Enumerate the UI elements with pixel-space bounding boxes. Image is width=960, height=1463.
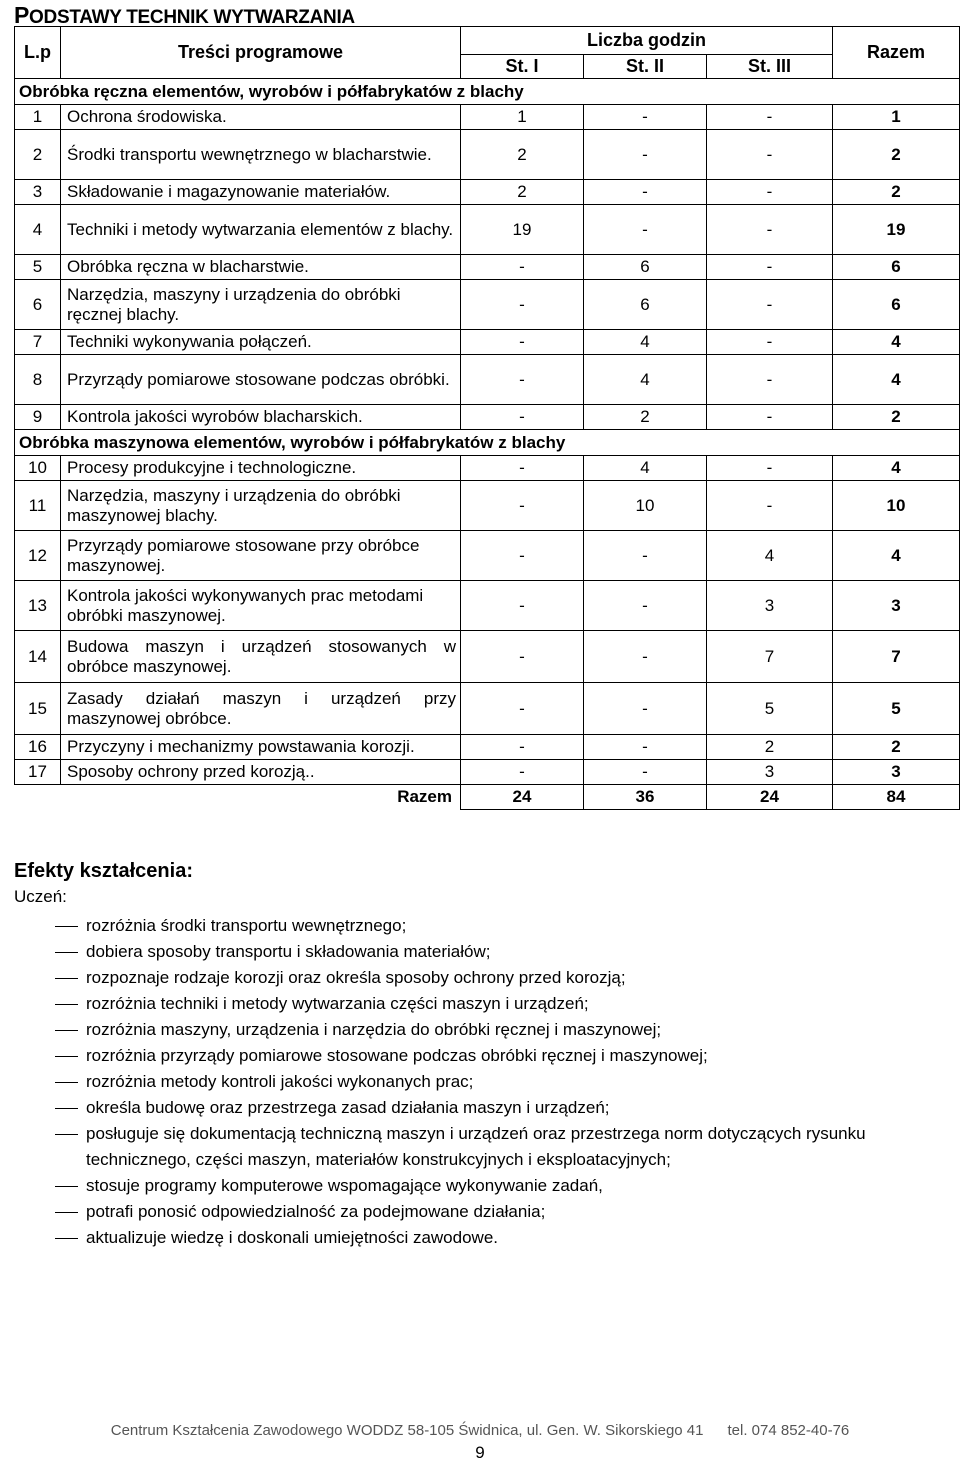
- table-row: [15, 180, 960, 205]
- row-total: 1: [833, 105, 960, 130]
- effect-item: [0, 1069, 960, 1095]
- row-lp: 9: [15, 405, 61, 430]
- row-total: 2: [833, 180, 960, 205]
- row-lp: 8: [15, 355, 61, 405]
- effect-text: stosuje programy komputerowe wspomagające wykonywanie zadań,: [86, 1176, 603, 1195]
- title-initial: P: [14, 2, 30, 28]
- row-st2: -: [584, 180, 707, 205]
- row-st1: -: [461, 481, 584, 531]
- row-st3: 3: [707, 760, 833, 785]
- row-name: Budowa maszyn i urządzeń stosowanych w obróbce maszynowej.: [61, 631, 461, 683]
- page-title: [14, 2, 355, 29]
- row-name: Przyrządy pomiarowe stosowane podczas obróbki.: [61, 355, 461, 405]
- row-total: 2: [833, 735, 960, 760]
- row-lp: 1: [15, 105, 61, 130]
- effect-text: aktualizuje wiedzę i doskonali umiejętności zawodowe.: [86, 1228, 499, 1247]
- header-st3: St. III: [707, 55, 833, 79]
- row-lp: 16: [15, 735, 61, 760]
- table-row: [15, 205, 960, 255]
- row-lp: 11: [15, 481, 61, 531]
- table-row: [15, 760, 960, 785]
- effect-item: [0, 991, 960, 1017]
- table-row: [15, 330, 960, 355]
- effect-text: potrafi ponosić odpowiedzialność za podejmowane działania;: [86, 1202, 546, 1221]
- table-row: [15, 280, 960, 330]
- row-total: 6: [833, 255, 960, 280]
- table-row: [15, 631, 960, 683]
- row-st2: -: [584, 735, 707, 760]
- section-header-reczna: [15, 79, 960, 105]
- table-row: [15, 531, 960, 581]
- effect-text: rozróżnia przyrządy pomiarowe stosowane podczas obróbki ręcznej i maszynowej;: [86, 1046, 708, 1065]
- row-total: 4: [833, 531, 960, 581]
- effect-item: [0, 913, 960, 939]
- row-st1: -: [461, 735, 584, 760]
- dash-bullet-icon: [55, 978, 78, 979]
- section-header-maszynowa: [15, 430, 960, 456]
- row-name: Składowanie i magazynowanie materiałów.: [61, 180, 461, 205]
- effect-text: rozróżnia środki transportu wewnętrznego;: [86, 916, 407, 935]
- row-st1: -: [461, 456, 584, 481]
- row-st3: -: [707, 280, 833, 330]
- row-lp: 14: [15, 631, 61, 683]
- table-row: [15, 405, 960, 430]
- row-st2: -: [584, 130, 707, 180]
- row-st3: -: [707, 180, 833, 205]
- effect-text: posługuje się dokumentacją techniczną maszyn i urządzeń oraz przestrzega norm dotyczących rysunku technicznego, części maszyn, materiałów konstrukcyjnych i eksploatacyjnych;: [86, 1124, 866, 1169]
- row-name: Środki transportu wewnętrznego w blacharstwie.: [61, 130, 461, 180]
- effects-list: [0, 913, 960, 1251]
- effect-text: rozróżnia techniki i metody wytwarzania części maszyn i urządzeń;: [86, 994, 589, 1013]
- dash-bullet-icon: [55, 1056, 78, 1057]
- effect-item: [0, 1017, 960, 1043]
- table-row: [15, 456, 960, 481]
- row-lp: 7: [15, 330, 61, 355]
- row-total: 10: [833, 481, 960, 531]
- row-st3: -: [707, 355, 833, 405]
- effect-item: [0, 1095, 960, 1121]
- row-lp: 2: [15, 130, 61, 180]
- row-st2: -: [584, 205, 707, 255]
- effect-text: rozróżnia maszyny, urządzenia i narzędzia do obróbki ręcznej i maszynowej;: [86, 1020, 662, 1039]
- sum-total: 84: [833, 785, 960, 810]
- row-lp: 5: [15, 255, 61, 280]
- header-lp: L.p: [15, 27, 61, 79]
- title-rest: ODSTAWY TECHNIK WYTWARZANIA: [29, 7, 355, 28]
- row-lp: 6: [15, 280, 61, 330]
- row-st1: -: [461, 683, 584, 735]
- effect-item: [0, 939, 960, 965]
- row-st3: -: [707, 105, 833, 130]
- sum-label: Razem: [397, 787, 452, 807]
- row-total: 7: [833, 631, 960, 683]
- table-row: [15, 130, 960, 180]
- row-st2: -: [584, 531, 707, 581]
- dash-bullet-icon: [55, 1212, 78, 1213]
- row-st3: -: [707, 405, 833, 430]
- effect-item: [0, 1121, 960, 1173]
- row-st1: 19: [461, 205, 584, 255]
- sum-st1: 24: [461, 785, 584, 810]
- sum-row: [15, 785, 960, 810]
- effect-text: rozpoznaje rodzaje korozji oraz określa sposoby ochrony przed korozją;: [86, 968, 626, 987]
- row-total: 19: [833, 205, 960, 255]
- row-st2: -: [584, 581, 707, 631]
- dash-bullet-icon: [55, 1186, 78, 1187]
- row-total: 2: [833, 130, 960, 180]
- row-name: Kontrola jakości wyrobów blacharskich.: [61, 405, 461, 430]
- row-st1: -: [461, 355, 584, 405]
- row-name: Techniki wykonywania połączeń.: [61, 330, 461, 355]
- row-name: Ochrona środowiska.: [61, 105, 461, 130]
- section-header-reczna-label: Obróbka ręczna elementów, wyrobów i półfabrykatów z blachy: [15, 79, 960, 105]
- row-lp: 15: [15, 683, 61, 735]
- row-st3: -: [707, 205, 833, 255]
- row-st1: 2: [461, 130, 584, 180]
- dash-bullet-icon: [55, 952, 78, 953]
- dash-bullet-icon: [55, 1134, 78, 1135]
- row-total: 4: [833, 456, 960, 481]
- header-liczba-godzin: Liczba godzin: [461, 27, 833, 55]
- header-tresci: Treści programowe: [61, 27, 461, 79]
- row-st1: 1: [461, 105, 584, 130]
- row-name: Procesy produkcyjne i technologiczne.: [61, 456, 461, 481]
- table-row: [15, 355, 960, 405]
- effect-item: [0, 1199, 960, 1225]
- row-total: 4: [833, 355, 960, 405]
- row-st2: 2: [584, 405, 707, 430]
- row-st2: 6: [584, 255, 707, 280]
- row-st3: 4: [707, 531, 833, 581]
- row-st3: -: [707, 330, 833, 355]
- row-st3: 3: [707, 581, 833, 631]
- row-st1: -: [461, 760, 584, 785]
- effect-text: dobiera sposoby transportu i składowania materiałów;: [86, 942, 491, 961]
- row-st2: -: [584, 760, 707, 785]
- dash-bullet-icon: [55, 1108, 78, 1109]
- row-st2: 6: [584, 280, 707, 330]
- dash-bullet-icon: [55, 1030, 78, 1031]
- footer-phone: tel. 074 852-40-76: [727, 1422, 850, 1439]
- row-st1: -: [461, 330, 584, 355]
- page-number: 9: [475, 1443, 485, 1462]
- row-st3: -: [707, 130, 833, 180]
- row-total: 3: [833, 581, 960, 631]
- row-name: Techniki i metody wytwarzania elementów z blachy.: [61, 205, 461, 255]
- row-st2: -: [584, 683, 707, 735]
- sum-st2: 36: [584, 785, 707, 810]
- dash-bullet-icon: [55, 1082, 78, 1083]
- row-total: 5: [833, 683, 960, 735]
- row-total: 2: [833, 405, 960, 430]
- row-st1: -: [461, 581, 584, 631]
- table-row: [15, 735, 960, 760]
- row-st2: 4: [584, 355, 707, 405]
- row-total: 4: [833, 330, 960, 355]
- effects-title: Efekty kształcenia:: [14, 860, 193, 882]
- row-total: 3: [833, 760, 960, 785]
- table-row: [15, 481, 960, 531]
- row-st3: 2: [707, 735, 833, 760]
- row-st1: -: [461, 255, 584, 280]
- row-lp: 12: [15, 531, 61, 581]
- effect-text: określa budowę oraz przestrzega zasad działania maszyn i urządzeń;: [86, 1098, 610, 1117]
- row-st3: -: [707, 255, 833, 280]
- row-name: Sposoby ochrony przed korozją..: [61, 760, 461, 785]
- row-st1: -: [461, 631, 584, 683]
- effect-item: [0, 1043, 960, 1069]
- row-name: Zasady działań maszyn i urządzeń przy maszynowej obróbce.: [61, 683, 461, 735]
- program-table: [14, 26, 960, 810]
- row-name: Przyczyny i mechanizmy powstawania korozji.: [61, 735, 461, 760]
- effect-item: [0, 1225, 960, 1251]
- table-row: [15, 683, 960, 735]
- row-lp: 13: [15, 581, 61, 631]
- header-st2: St. II: [584, 55, 707, 79]
- footer-address: Centrum Kształcenia Zawodowego WODDZ 58-105 Świdnica, ul. Gen. W. Sikorskiego 41: [110, 1422, 704, 1439]
- row-name: Kontrola jakości wykonywanych prac metodami obróbki maszynowej.: [61, 581, 461, 631]
- table-row: [15, 105, 960, 130]
- row-st3: -: [707, 481, 833, 531]
- row-st1: 2: [461, 180, 584, 205]
- sum-blank: [15, 785, 61, 810]
- row-total: 6: [833, 280, 960, 330]
- sum-st3: 24: [707, 785, 833, 810]
- row-st2: 4: [584, 456, 707, 481]
- row-name: Narzędzia, maszyny i urządzenia do obróbki maszynowej blachy.: [61, 481, 461, 531]
- table-row: [15, 581, 960, 631]
- dash-bullet-icon: [55, 1004, 78, 1005]
- row-name: Narzędzia, maszyny i urządzenia do obróbki ręcznej blachy.: [61, 280, 461, 330]
- row-lp: 4: [15, 205, 61, 255]
- header-st1: St. I: [461, 55, 584, 79]
- row-st2: -: [584, 631, 707, 683]
- dash-bullet-icon: [55, 926, 78, 927]
- effect-item: [0, 1173, 960, 1199]
- row-st1: -: [461, 280, 584, 330]
- table-row: [15, 255, 960, 280]
- row-st3: 5: [707, 683, 833, 735]
- row-st2: 4: [584, 330, 707, 355]
- section-header-maszynowa-label: Obróbka maszynowa elementów, wyrobów i półfabrykatów z blachy: [15, 430, 960, 456]
- row-st3: -: [707, 456, 833, 481]
- footer: [0, 1422, 960, 1439]
- effect-item: [0, 965, 960, 991]
- row-lp: 17: [15, 760, 61, 785]
- effects-subject: Uczeń:: [14, 887, 67, 906]
- row-lp: 10: [15, 456, 61, 481]
- row-st3: 7: [707, 631, 833, 683]
- row-st1: -: [461, 531, 584, 581]
- row-st2: 10: [584, 481, 707, 531]
- row-st2: -: [584, 105, 707, 130]
- row-lp: 3: [15, 180, 61, 205]
- row-st1: -: [461, 405, 584, 430]
- header-razem: Razem: [833, 27, 960, 79]
- row-name: Przyrządy pomiarowe stosowane przy obróbce maszynowej.: [61, 531, 461, 581]
- dash-bullet-icon: [55, 1238, 78, 1239]
- row-name: Obróbka ręczna w blacharstwie.: [61, 255, 461, 280]
- effect-text: rozróżnia metody kontroli jakości wykonanych prac;: [86, 1072, 474, 1091]
- table-header-row: [15, 27, 960, 55]
